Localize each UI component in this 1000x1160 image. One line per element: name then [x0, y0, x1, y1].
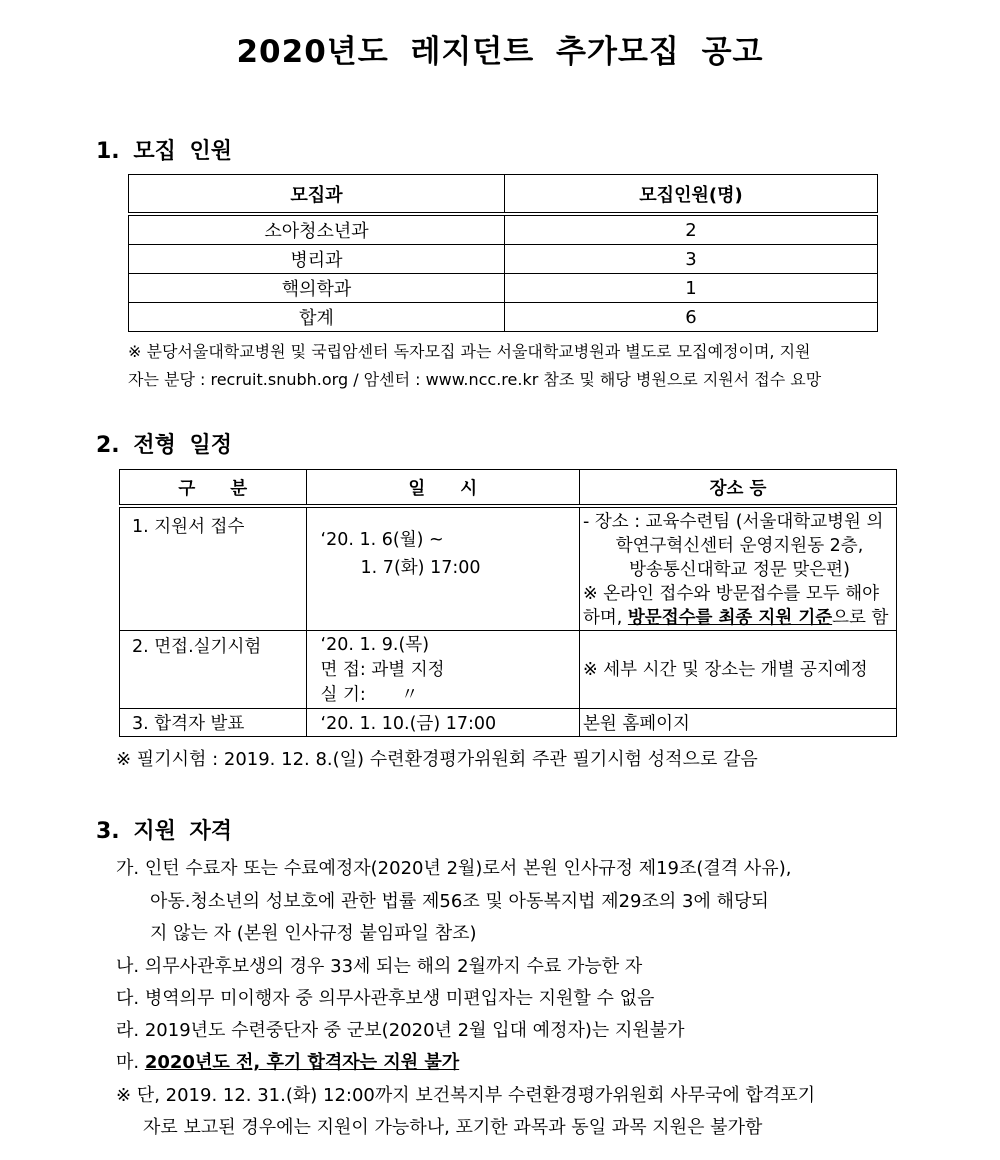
list-item: 라. 2019년도 수련중단자 중 군보(2020년 2월 입대 예정자)는 지원불가	[116, 1020, 685, 1041]
list-emphasis: 2020년도 전, 후기 합격자는 지원 불가	[144, 1052, 460, 1073]
dept-cell: 핵의학과	[129, 274, 505, 303]
table-header-row	[129, 175, 878, 215]
column-header-count: 모집인원(명)	[505, 175, 878, 215]
table-row	[120, 631, 897, 709]
place-text: 으로 함	[832, 608, 889, 628]
schedule-place-cell	[579, 631, 896, 709]
date-line: ‘20. 1. 9.(목)	[320, 635, 430, 655]
place-line: 학연구혁신센터 운영지원동 2층,	[615, 536, 864, 556]
schedule-date-cell	[306, 631, 579, 709]
column-header-category: 구 분	[120, 470, 307, 507]
place-line: 방송통신대학교 정문 맞은편)	[629, 560, 850, 580]
list-item: 다. 병역의무 미이행자 중 의무사관후보생 미편입자는 지원할 수 없음	[116, 988, 655, 1009]
section-heading-eligibility: 3. 지원 자격	[96, 819, 232, 844]
date-line: 실 기: 〃	[320, 685, 419, 705]
table-row	[129, 245, 878, 274]
schedule-label-cell	[120, 631, 307, 709]
count-cell: 1	[505, 274, 878, 303]
place-line: - 장소 : 교육수련팀 (서울대학교병원 의	[582, 512, 884, 532]
table-row	[129, 274, 878, 303]
table-header-row	[120, 470, 897, 507]
eligibility-note: ※ 단, 2019. 12. 31.(화) 12:00까지 보건복지부 수련환경평가위원회 사무국에 합격포기	[116, 1085, 816, 1106]
schedule-label: 1. 지원서 접수	[132, 517, 245, 537]
place-emphasis: 방문접수를 최종 지원 기준	[627, 608, 833, 628]
page-title: 2020년도 레지던트 추가모집 공고	[236, 34, 764, 70]
table-row	[120, 709, 897, 737]
recruitment-table	[128, 174, 878, 332]
list-item: 가. 인턴 수료자 또는 수료예정자(2020년 2월)로서 본원 인사규정 제19조(결격 사유),	[116, 858, 792, 879]
list-item	[116, 1046, 459, 1080]
schedule-label-cell	[120, 506, 307, 631]
count-cell: 2	[505, 214, 878, 245]
dept-cell: 합계	[129, 303, 505, 332]
date-line: 면 접: 과별 지정	[320, 660, 445, 680]
note-line: 자는 분당 : recruit.snubh.org / 암센터 : www.ncc.re.kr 참조 및 해당 병원으로 지원서 접수 요망	[128, 370, 822, 389]
date-line: ‘20. 1. 10.(금) 17:00	[320, 714, 497, 734]
dept-cell: 병리과	[129, 245, 505, 274]
list-item-continued: 아동.청소년의 성보호에 관한 법률 제56조 및 아동복지법 제29조의 3에 해당되	[150, 891, 769, 912]
schedule-date-cell	[306, 506, 579, 631]
place-text: 하며,	[582, 608, 628, 628]
list-item-continued: 지 않는 자 (본원 인사규정 붙임파일 참조)	[150, 923, 477, 944]
note-line: ※ 분당서울대학교병원 및 국립암센터 독자모집 과는 서울대학교병원과 별도로 모집예정이며, 지원	[128, 342, 811, 361]
section-heading-schedule: 2. 전형 일정	[96, 433, 232, 458]
count-cell: 3	[505, 245, 878, 274]
table-row-total	[129, 303, 878, 332]
schedule-label: 3. 합격자 발표	[132, 714, 245, 734]
column-header-dept: 모집과	[129, 175, 505, 215]
recruitment-note	[128, 338, 918, 394]
column-header-place: 장소 등	[579, 470, 896, 507]
place-text: 본원 홈페이지	[582, 714, 690, 734]
table-row	[120, 506, 897, 631]
schedule-date-cell	[306, 709, 579, 737]
table-row	[129, 214, 878, 245]
schedule-label-cell	[120, 709, 307, 737]
date-line: 1. 7(화) 17:00	[360, 558, 481, 578]
column-header-datetime: 일 시	[306, 470, 579, 507]
schedule-table	[119, 469, 897, 737]
place-text: ※ 세부 시간 및 장소는 개별 공지예정	[582, 659, 868, 680]
schedule-label: 2. 면접.실기시험	[132, 637, 262, 657]
schedule-note: ※ 필기시험 : 2019. 12. 8.(일) 수련환경평가위원회 주관 필기시험 성적으로 갈음	[116, 749, 758, 770]
schedule-place-cell	[579, 506, 896, 631]
list-prefix: 마.	[116, 1052, 145, 1073]
count-cell: 6	[505, 303, 878, 332]
schedule-place-cell	[579, 709, 896, 737]
place-line	[583, 606, 896, 630]
date-line: ‘20. 1. 6(월) ~	[320, 530, 444, 550]
eligibility-note-continued: 자로 보고된 경우에는 지원이 가능하나, 포기한 과목과 동일 과목 지원은 불가함	[143, 1117, 763, 1138]
dept-cell: 소아청소년과	[129, 214, 505, 245]
place-line: ※ 온라인 접수와 방문접수를 모두 해야	[582, 584, 880, 604]
section-heading-recruitment: 1. 모집 인원	[96, 139, 232, 164]
list-item: 나. 의무사관후보생의 경우 33세 되는 해의 2월까지 수료 가능한 자	[116, 956, 643, 977]
